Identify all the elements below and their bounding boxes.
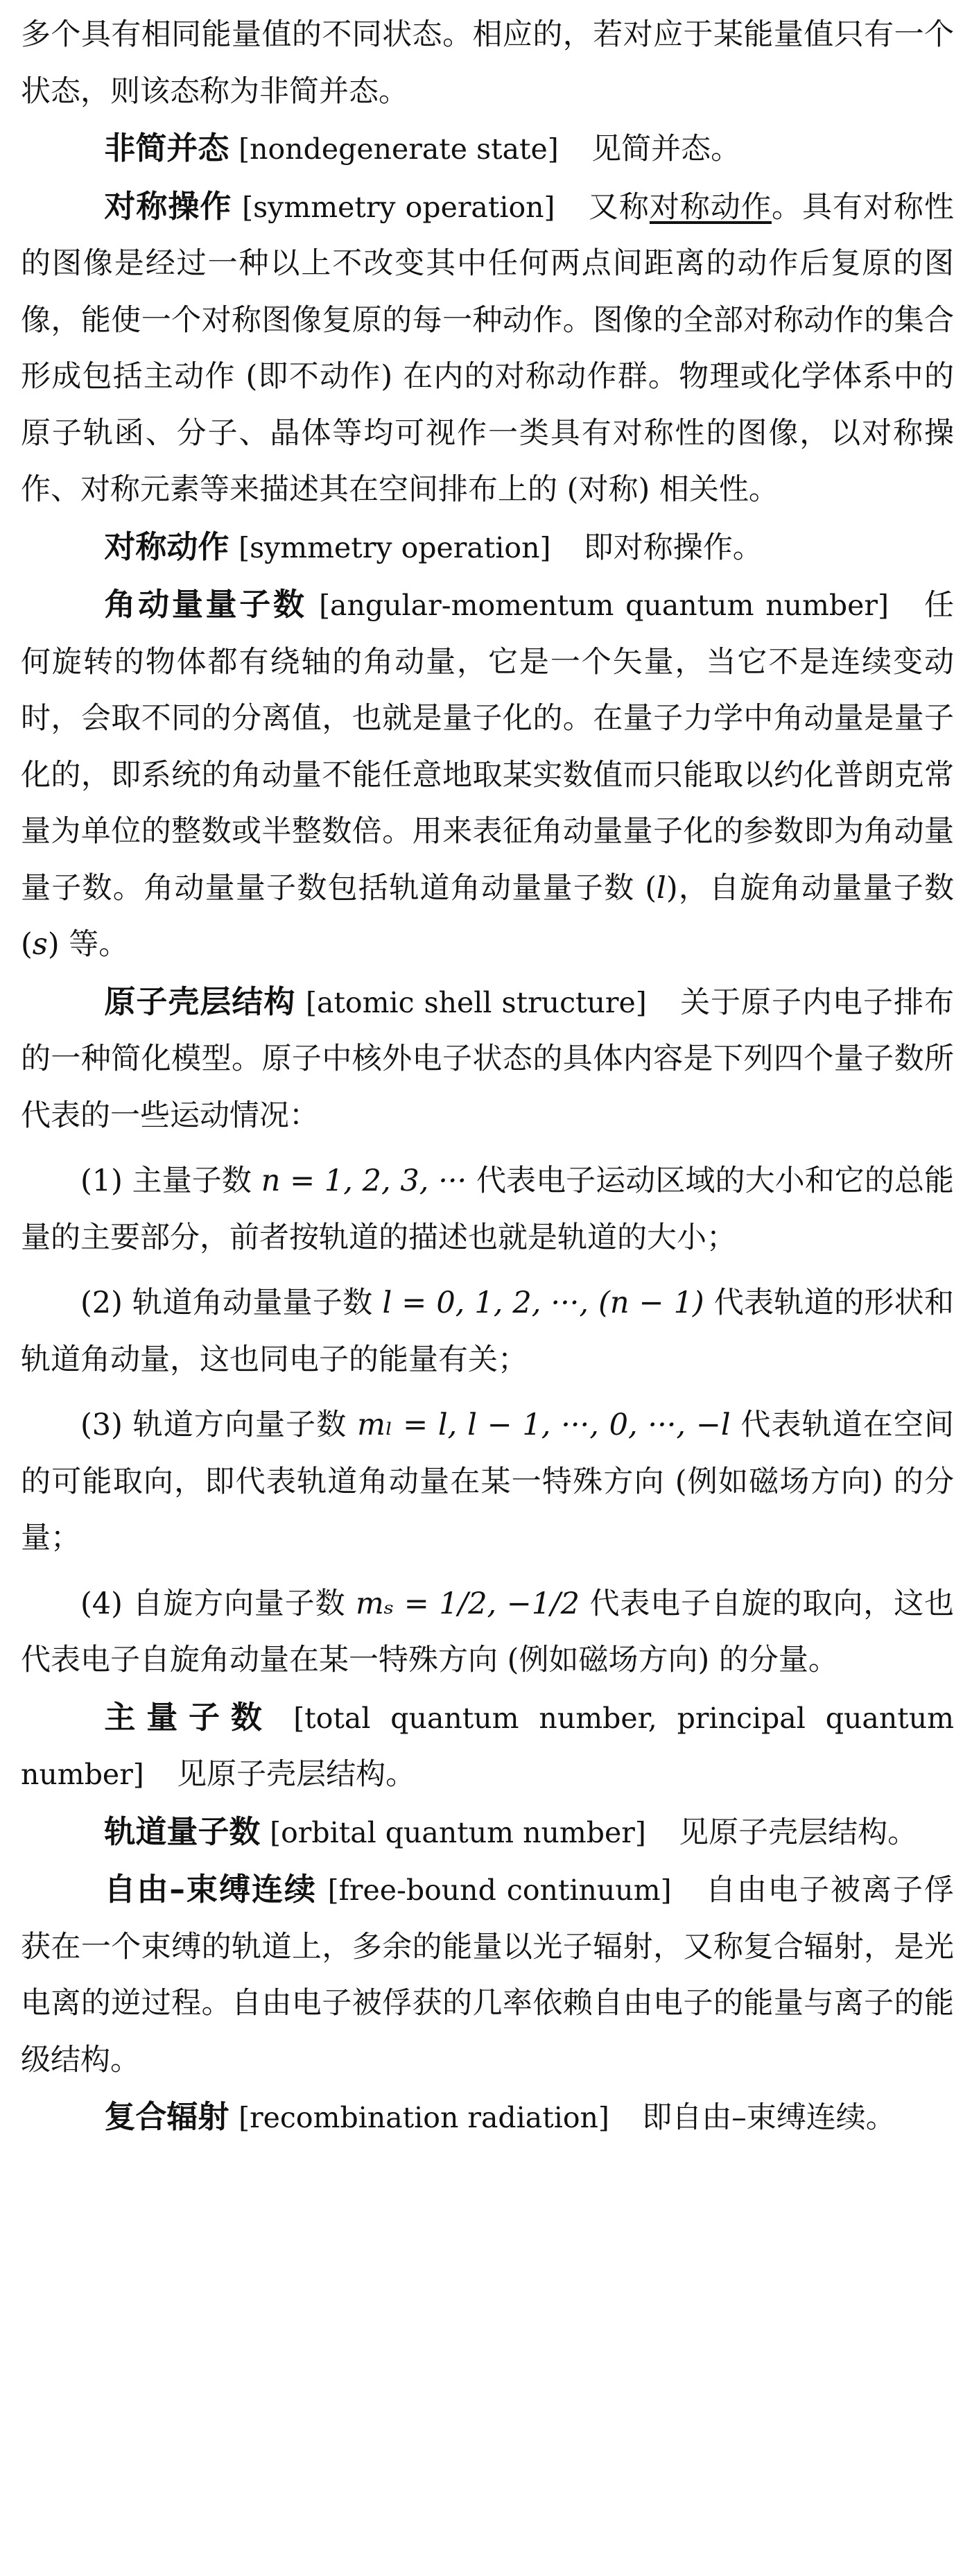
list-item [21,1275,954,1388]
formula: n = 1, 2, 3, ··· [261,1164,467,1198]
entry-definition-b: )，自旋角动量量子数 ( [21,870,954,962]
list-item [21,1576,954,1689]
list-item-text: 代表电子运动区域的大小和它的总能量的主要部分，前者按轨道的描述也就是轨道的大小； [21,1164,955,1255]
list-item-label: (3) 轨道方向量子数 [80,1408,358,1442]
entry-definition: 即对称操作。 [583,530,763,565]
entry-term: 主量子数 [104,1698,273,1736]
entry-english: [nondegenerate state] [238,132,559,166]
entry-english: [free-bound continuum] [327,1874,672,1907]
entry-term: 角动量量子数 [104,586,307,623]
formula: mₛ = 1/2, −1/2 [356,1586,580,1621]
cross-reference-link[interactable]: 对称动作 [649,189,772,225]
entry-atomic-shell-structure [21,974,954,1145]
entry-term: 自由–束缚连续 [104,1871,317,1908]
formula: mₗ = l, l − 1, ···, 0, ···, −l [357,1408,731,1442]
entry-term: 轨道量子数 [104,1813,261,1850]
entry-definition: 即自由–束缚连续。 [642,2100,896,2135]
entry-definition-post: 。具有对称性的图像是经过一种以上不改变其中任何两点间距离的动作后复原的图像，能使一个对称图像复原的每一种动作。图像的全部对称动作的集合形成包括主动作 (即不动作) 在内的对称动作群。物理或化学体系中的原子轨函、分子、晶体等均可视作一类具有对称性的图像，以对称操作、对称元素等来描述其在空间排布上的 (对称) 相关性。 [21,189,955,507]
entry-english: [symmetry operation] [242,190,555,224]
list-item-label: (4) 自旋方向量子数 [80,1586,356,1621]
list-item-label: (1) 主量子数 [80,1164,261,1198]
list-item-text: 代表电子自旋的取向，这也代表电子自旋角动量在某一特殊方向 (例如磁场方向) 的分量。 [21,1586,954,1677]
entry-symmetry-action [21,519,954,577]
entry-definition-pre: 又称 [587,189,650,225]
symbol-s: s [32,927,48,962]
entry-english: [total quantum number, principal quantum number] [21,1701,954,1791]
entry-nondegenerate-state [21,120,954,178]
entry-free-bound-continuum [21,1861,954,2089]
intro-paragraph: 多个具有相同能量值的不同状态。相应的，若对应于某能量值只有一个状态，则该态称为非简并态。 [21,17,954,109]
entry-definition-c: ) 等。 [47,927,129,962]
entry-definition: 见原子壳层结构。 [679,1815,918,1850]
list-item-text: 代表轨道的形状和轨道角动量，这也同电子的能量有关； [21,1286,955,1377]
entry-term: 原子壳层结构 [104,983,296,1020]
formula: l = 0, 1, 2, ···, (n − 1) [382,1286,704,1320]
symbol-l: l [657,870,666,906]
entry-recombination-radiation [21,2089,954,2147]
list-item-text: 代表轨道在空间的可能取向，即代表轨道角动量在某一特殊方向 (例如磁场方向) 的分量； [21,1408,955,1555]
entry-english: [symmetry operation] [238,530,551,564]
entry-definition: 见原子壳层结构。 [177,1757,416,1792]
entry-english: [orbital quantum number] [270,1815,646,1849]
entry-angular-momentum-quantum-number [21,576,954,974]
entry-term: 非简并态 [104,130,229,166]
list-item [21,1153,954,1266]
entry-english: [recombination radiation] [238,2101,609,2134]
entry-orbital-quantum-number [21,1804,954,1862]
entry-principal-quantum-number [21,1689,954,1804]
entry-definition: 自由电子被离子俘获在一个束缚的轨道上，多余的能量以光子辐射，又称复合辐射，是光电离的逆过程。自由电子被俘获的几率依赖自由电子的能量与离子的能级结构。 [21,1873,954,2077]
entry-term: 对称操作 [104,187,232,225]
entry-english: [angular-momentum quantum number] [319,589,889,622]
entry-term: 复合辐射 [104,2098,229,2135]
entry-definition: 见简并态。 [591,132,741,166]
entry-definition-a: 任何旋转的物体都有绕轴的角动量，它是一个矢量，当它不是连续变动时，会取不同的分离值，也就是量子化的。在量子力学中角动量是量子化的，即系统的角动量不能任意地取某实数值而只能取以约化普朗克常量为单位的整数或半整数倍。用来表征角动量量子化的参数即为角动量量子数。角动量量子数包括轨道角动量量子数 ( [21,588,954,906]
entry-symmetry-operation [21,178,954,519]
entry-definition: 关于原子内电子排布的一种简化模型。原子中核外电子状态的具体内容是下列四个量子数所代表的一些运动情况： [21,985,954,1133]
list-item [21,1397,954,1567]
entry-term: 对称动作 [104,528,229,565]
entry-english: [atomic shell structure] [306,985,647,1019]
list-item-label: (2) 轨道角动量量子数 [80,1286,383,1320]
